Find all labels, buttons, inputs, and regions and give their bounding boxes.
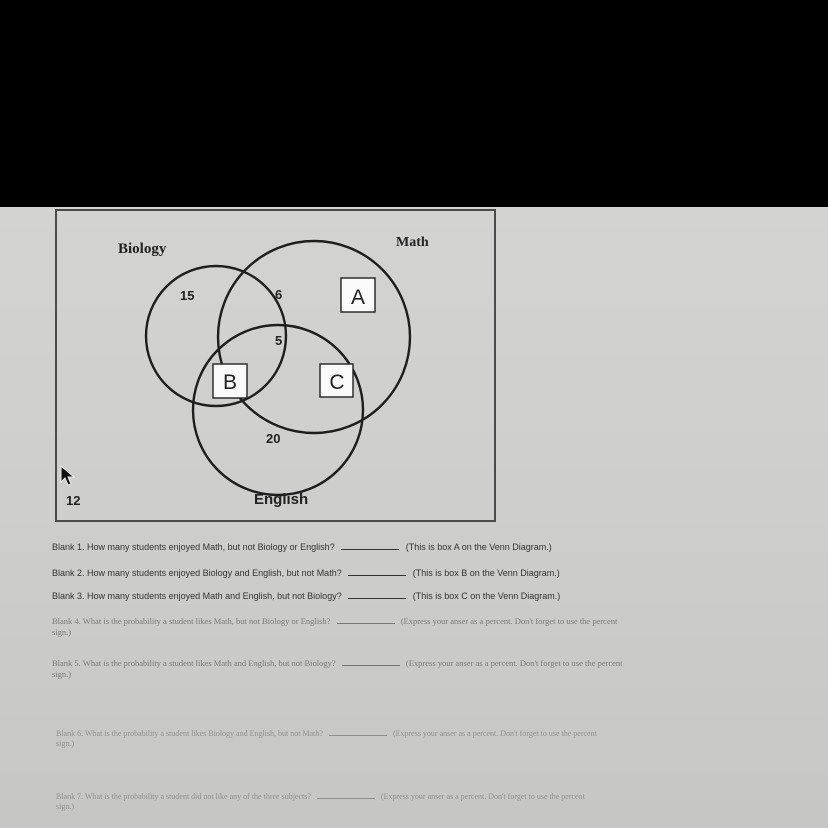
answer-blank-6[interactable] xyxy=(329,727,387,736)
question-7-continuation: sign.) xyxy=(56,802,74,811)
question-5-label: Blank 5. xyxy=(52,658,81,668)
worksheet-paper xyxy=(0,207,828,828)
math-circle xyxy=(218,241,410,433)
english-label: English xyxy=(254,491,309,508)
question-3 xyxy=(52,590,560,601)
question-7 xyxy=(56,790,585,811)
question-1-note: (This is box A on the Venn Diagram.) xyxy=(405,542,552,552)
question-6-label: Blank 6. xyxy=(56,729,84,738)
question-6 xyxy=(56,727,597,748)
biology-label: Biology xyxy=(118,241,167,257)
biology-only-value: 15 xyxy=(180,288,195,303)
mouse-cursor-icon xyxy=(60,465,76,487)
question-2-label: Blank 2. xyxy=(52,568,85,578)
answer-blank-3[interactable] xyxy=(348,590,406,599)
question-7-note: (Express your anser as a percent. Don't forget to use the percent xyxy=(380,792,585,801)
question-3-label: Blank 3. xyxy=(52,591,85,601)
question-7-label: Blank 7. xyxy=(56,792,84,801)
english-circle xyxy=(193,325,363,495)
answer-blank-1[interactable] xyxy=(341,541,399,550)
question-5-text: What is the probability a student likes Math and English, but not Biology? xyxy=(82,658,336,668)
question-6-note: (Express your anser as a percent. Don't forget to use the percent xyxy=(392,729,597,738)
question-5 xyxy=(52,657,623,679)
question-1 xyxy=(52,541,552,552)
box-b-label: B xyxy=(222,371,238,394)
question-6-text: What is the probability a student likes Biology and English, but not Math? xyxy=(84,729,323,738)
box-a-label: A xyxy=(350,286,366,309)
question-4-text: What is the probability a student likes Math, but not Biology or English? xyxy=(82,616,331,626)
question-1-label: Blank 1. xyxy=(52,542,85,552)
answer-blank-4[interactable] xyxy=(337,615,395,624)
box-c-label: C xyxy=(329,371,345,394)
english-only-value: 20 xyxy=(266,431,281,446)
biology-math-value: 6 xyxy=(275,287,283,302)
question-4-note: (Express your anser as a percent. Don't forget to use the percent xyxy=(400,616,618,626)
question-4-continuation: sign.) xyxy=(52,627,72,637)
question-3-text: How many students enjoyed Math and English, but not Biology? xyxy=(87,591,342,601)
all-three-value: 5 xyxy=(275,333,283,348)
math-label: Math xyxy=(396,235,429,250)
question-5-continuation: sign.) xyxy=(52,669,72,679)
question-2-note: (This is box B on the Venn Diagram.) xyxy=(412,568,560,578)
answer-blank-5[interactable] xyxy=(342,657,400,666)
outside-value: 12 xyxy=(66,493,81,508)
question-4-label: Blank 4. xyxy=(52,616,81,626)
question-4 xyxy=(52,615,618,637)
question-7-text: What is the probability a student did not like any of the three subjects? xyxy=(84,792,311,801)
question-3-note: (This is box C on the Venn Diagram.) xyxy=(412,591,561,601)
answer-blank-2[interactable] xyxy=(348,567,406,576)
answer-blank-7[interactable] xyxy=(317,790,375,799)
question-2-text: How many students enjoyed Biology and English, but not Math? xyxy=(87,568,342,578)
question-2 xyxy=(52,567,560,578)
question-6-continuation: sign.) xyxy=(56,739,74,748)
question-1-text: How many students enjoyed Math, but not Biology or English? xyxy=(87,542,335,552)
dark-background xyxy=(0,0,828,210)
question-5-note: (Express your anser as a percent. Don't forget to use the percent xyxy=(405,658,623,668)
